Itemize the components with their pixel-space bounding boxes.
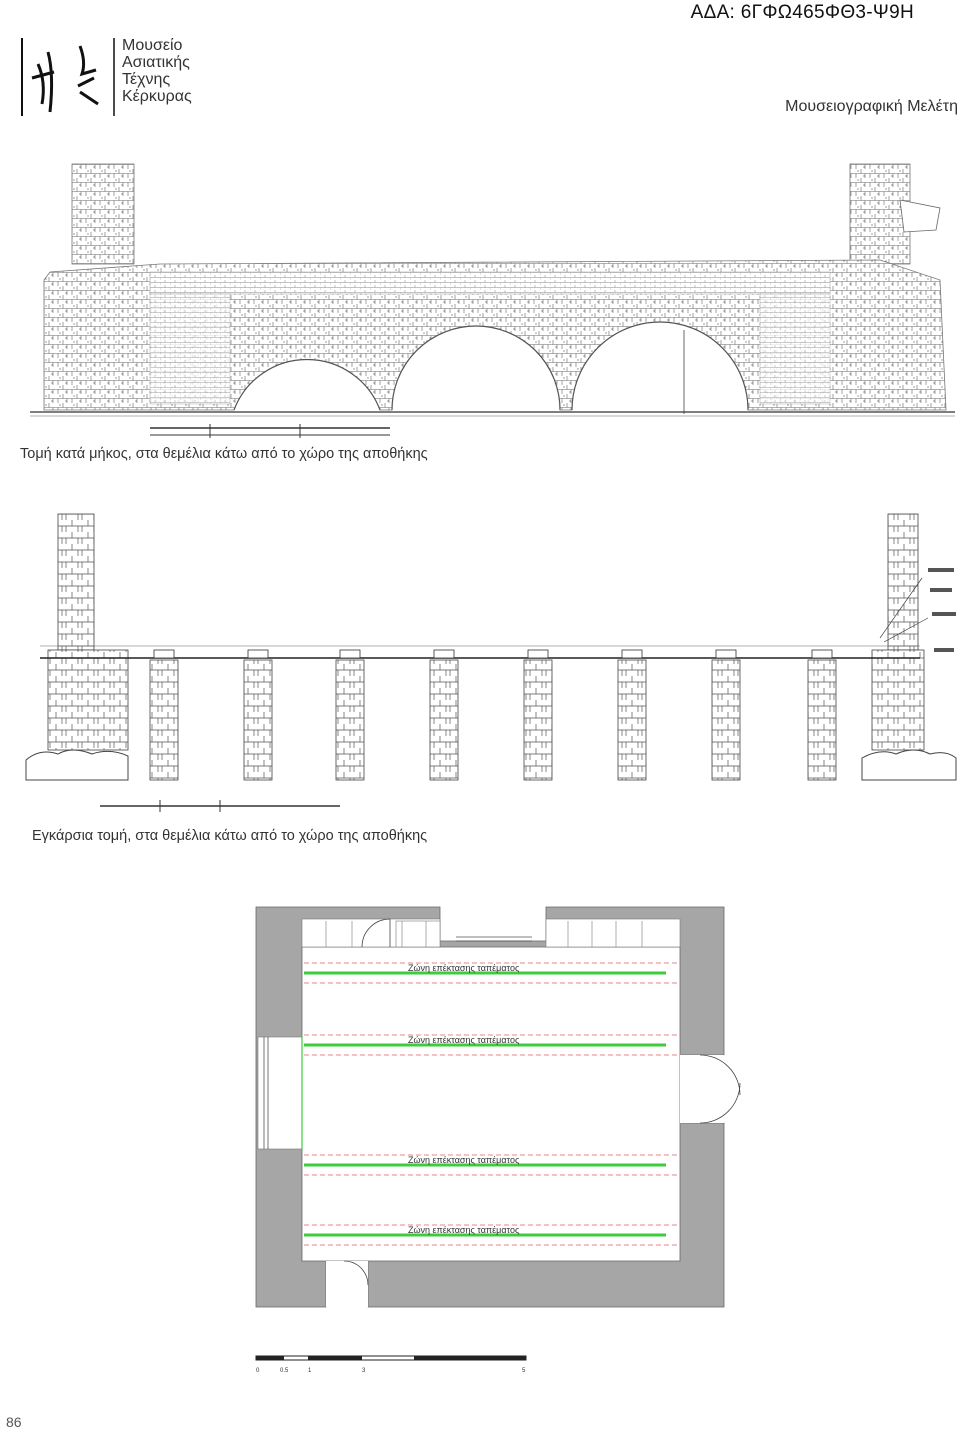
scale-label: 3 — [362, 1368, 366, 1374]
museum-logo — [20, 34, 220, 120]
longitudinal-section-caption: Τομή κατά μήκος, στα θεμέλια κάτω από το χώρο της αποθήκης — [20, 446, 428, 462]
longitudinal-section-drawing — [0, 160, 960, 440]
plan-scale-bar — [250, 1352, 550, 1382]
ada-code: ΑΔΑ: 6ΓΦΩ465ΦΘ3-Ψ9Η — [690, 2, 914, 23]
zone-label: Ζώνη επέκτασης ταπέματος — [408, 1035, 520, 1045]
foundation-pier — [150, 660, 178, 780]
zone-label: Ζώνη επέκτασης ταπέματος — [408, 963, 520, 973]
logo-line: Τέχνης — [122, 71, 171, 88]
logo-line: Κέρκυρας — [122, 88, 192, 105]
floor-plan-drawing — [250, 905, 770, 1325]
pier-cap — [340, 650, 360, 658]
study-title: Μουσειογραφική Μελέτη — [785, 98, 958, 115]
logo-glyph-icon — [20, 34, 120, 120]
logo-line: Ασιατικής — [122, 54, 190, 71]
zone-label: Ζώνη επέκτασης ταπέματος — [408, 1155, 520, 1165]
transverse-section-drawing — [0, 508, 960, 808]
zone-label: Ζώνη επέκτασης ταπέματος — [408, 1225, 520, 1235]
foundation-pier — [244, 660, 272, 780]
foundation-pier — [430, 660, 458, 780]
pier-cap — [154, 650, 174, 658]
pier-cap — [622, 650, 642, 658]
pier-cap — [248, 650, 268, 658]
pier-cap — [434, 650, 454, 658]
foundation-pier — [808, 660, 836, 780]
scale-label: 5 — [522, 1368, 526, 1374]
scale-label: 1 — [308, 1368, 312, 1374]
pier-cap — [528, 650, 548, 658]
scale-label: 0 — [256, 1368, 260, 1374]
page-number: 86 — [6, 1414, 22, 1430]
pier-cap — [812, 650, 832, 658]
foundation-pier — [712, 660, 740, 780]
scale-label: 0.5 — [280, 1368, 289, 1374]
pier-cap — [716, 650, 736, 658]
foundation-pier — [524, 660, 552, 780]
logo-line: Μουσείο — [122, 37, 183, 54]
foundation-pier — [618, 660, 646, 780]
transverse-section-caption: Εγκάρσια τομή, στα θεμέλια κάτω από το χώρο της αποθήκης — [32, 828, 428, 844]
foundation-pier — [336, 660, 364, 780]
